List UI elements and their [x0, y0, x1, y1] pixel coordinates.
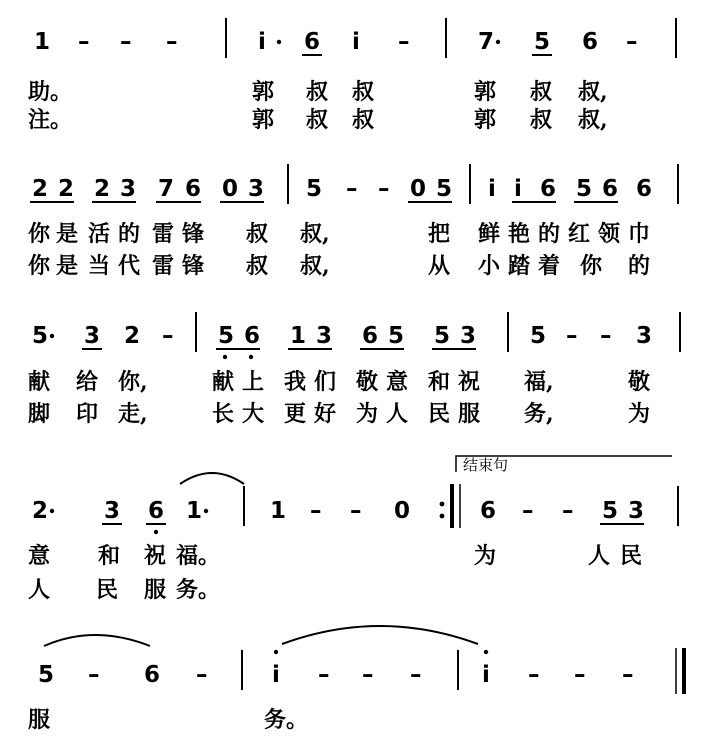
dash: – [162, 323, 174, 349]
lyric: 巾 [628, 221, 651, 247]
lyric: 长 [212, 401, 235, 427]
lyric: 福, [524, 369, 554, 395]
note: 5 [530, 323, 547, 349]
note: 5 [434, 323, 451, 349]
note: 3 [316, 323, 333, 349]
lyric: 叔 [246, 253, 269, 279]
lyric: 叔, [300, 221, 330, 247]
lyric: 叔 [352, 79, 375, 105]
note: 2 [32, 498, 49, 524]
lyric: 走, [118, 401, 148, 427]
lyric: 上 [242, 369, 265, 395]
note: 2 [58, 176, 75, 202]
note: 1 [186, 498, 203, 524]
lyric: 意 [386, 369, 409, 395]
dash: – [522, 498, 534, 524]
dot-above [484, 650, 488, 654]
lyric: 红 [568, 221, 591, 247]
note: 6 [582, 29, 599, 55]
lyric: 大 [242, 401, 265, 427]
lyric: 更 [284, 401, 307, 427]
lyric: 民 [428, 401, 451, 427]
dash: – [350, 498, 362, 524]
lyric: 从 [428, 253, 451, 279]
dash: – [318, 662, 330, 688]
lyric: 是 [56, 221, 79, 247]
note: 5 [388, 323, 405, 349]
note: 6 [602, 176, 619, 202]
lyric: 的 [628, 253, 651, 279]
note: 6 [636, 176, 653, 202]
note: i [258, 29, 266, 55]
dash: – [626, 29, 638, 55]
lyric: 代 [118, 253, 141, 279]
lyric: 注。 [28, 107, 73, 133]
dash: – [574, 662, 586, 688]
dash: – [120, 29, 132, 55]
lyric: 献 [212, 369, 235, 395]
lyric: 服 [144, 577, 167, 603]
dot [496, 40, 500, 44]
lyric: 踏 [508, 253, 531, 279]
lyric: 叔, [578, 107, 608, 133]
lyric: 祝 [458, 369, 481, 395]
tie-arc [180, 473, 244, 484]
dash: – [566, 323, 578, 349]
system-1 [34, 18, 676, 58]
lyric: 鲜 [478, 221, 501, 247]
lyric: 锋 [182, 221, 205, 247]
lyric: 人 [588, 543, 611, 569]
note: i [272, 662, 280, 688]
lyric: 给 [76, 369, 99, 395]
note: 3 [104, 498, 121, 524]
note: 5 [576, 176, 593, 202]
note: 7 [158, 176, 175, 202]
dash: – [600, 323, 612, 349]
note: 3 [84, 323, 101, 349]
note: 5 [38, 662, 55, 688]
note: i [352, 29, 360, 55]
lyric: 为 [628, 401, 651, 427]
system-2 [30, 164, 678, 204]
lyric: 敬 [628, 369, 651, 395]
lyric: 为 [356, 401, 379, 427]
lyric: 叔, [578, 79, 608, 105]
lyric: 活 [88, 221, 111, 247]
dot-above [274, 650, 278, 654]
lyric: 叔 [530, 107, 553, 133]
note: 6 [362, 323, 379, 349]
note: 6 [144, 662, 161, 688]
lyric: 敬 [356, 369, 379, 395]
lyric: 你 [28, 253, 51, 279]
dash: – [88, 662, 100, 688]
lyric: 雷 [152, 221, 175, 247]
note: 5 [436, 176, 453, 202]
lyric: 福。 [176, 543, 221, 569]
lyric: 郭 [252, 107, 275, 133]
note: 6 [304, 29, 321, 55]
dot [50, 334, 54, 338]
note: 1 [34, 29, 51, 55]
note: i [482, 662, 490, 688]
dot-below [223, 355, 227, 359]
system-5 [38, 626, 684, 694]
dot-below [249, 355, 253, 359]
lyric: 叔 [530, 79, 553, 105]
note: i [488, 176, 496, 202]
lyric: 的 [538, 221, 561, 247]
note: 6 [540, 176, 557, 202]
lyric: 锋 [182, 253, 205, 279]
lyric: 民 [620, 543, 643, 569]
lyric: 叔 [306, 79, 329, 105]
dot-below [154, 530, 158, 534]
dash: – [78, 29, 90, 55]
note: 2 [32, 176, 49, 202]
dash: – [562, 498, 574, 524]
note: 0 [410, 176, 427, 202]
lyric: 叔, [300, 253, 330, 279]
lyric: 和 [428, 369, 451, 395]
dash: – [398, 29, 410, 55]
dot [50, 509, 54, 513]
lyric: 务。 [264, 707, 309, 733]
ending-label: 结束句 [463, 456, 509, 474]
lyric: 意 [28, 543, 51, 569]
lyric: 为 [474, 543, 497, 569]
dash: – [166, 29, 178, 55]
lyric: 我 [284, 369, 307, 395]
note: 0 [394, 498, 411, 524]
note: 6 [244, 323, 261, 349]
lyric: 的 [118, 221, 141, 247]
lyric: 务。 [176, 577, 221, 603]
lyric: 你 [28, 221, 51, 247]
note: 5 [218, 323, 235, 349]
lyric: 叔 [246, 221, 269, 247]
dash: – [528, 662, 540, 688]
lyric: 当 [88, 253, 111, 279]
lyric: 雷 [152, 253, 175, 279]
lyric: 领 [598, 221, 621, 247]
dash: – [622, 662, 634, 688]
note: 6 [185, 176, 202, 202]
repeat-dot [440, 514, 445, 519]
note: 3 [628, 498, 645, 524]
dot [204, 509, 208, 513]
repeat-dot [440, 502, 445, 507]
dash: – [362, 662, 374, 688]
lyric: 艳 [508, 221, 531, 247]
note: 6 [148, 498, 165, 524]
note: 7 [478, 29, 495, 55]
dash: – [346, 176, 358, 202]
lyric: 人 [28, 577, 51, 603]
note: 3 [460, 323, 477, 349]
note: 2 [94, 176, 111, 202]
lyric: 人 [386, 401, 409, 427]
lyric: 民 [96, 577, 119, 603]
note: 3 [120, 176, 137, 202]
lyric: 你 [580, 253, 603, 279]
tie-arc [44, 635, 150, 646]
lyric: 着 [538, 253, 561, 279]
lyric: 好 [314, 401, 337, 427]
lyric: 献 [28, 369, 51, 395]
lyric: 服 [28, 707, 51, 733]
lyric: 郭 [474, 79, 497, 105]
lyric: 叔 [352, 107, 375, 133]
lyric: 印 [76, 401, 99, 427]
lyric: 脚 [28, 401, 51, 427]
note: 1 [270, 498, 287, 524]
note: 5 [32, 323, 49, 349]
lyric: 郭 [474, 107, 497, 133]
note: 5 [306, 176, 323, 202]
note: 3 [636, 323, 653, 349]
note: 6 [480, 498, 497, 524]
note: 5 [602, 498, 619, 524]
dash: – [410, 662, 422, 688]
dash: – [378, 176, 390, 202]
tie-arc [282, 626, 478, 644]
lyric: 郭 [252, 79, 275, 105]
note: 5 [534, 29, 551, 55]
lyric: 和 [98, 543, 121, 569]
lyric: 是 [56, 253, 79, 279]
note: 1 [290, 323, 307, 349]
note: 2 [124, 323, 141, 349]
lyric: 服 [458, 401, 481, 427]
note: i [514, 176, 522, 202]
note: 3 [248, 176, 265, 202]
note: 0 [222, 176, 239, 202]
dot [277, 40, 281, 44]
lyric: 务, [524, 401, 554, 427]
system-4 [32, 456, 678, 534]
lyric: 们 [314, 369, 337, 395]
lyric: 叔 [306, 107, 329, 133]
dash: – [196, 662, 208, 688]
lyric: 你, [118, 369, 148, 395]
lyric: 祝 [144, 543, 167, 569]
lyric: 把 [428, 221, 451, 247]
dash: – [310, 498, 322, 524]
lyric: 小 [478, 253, 501, 279]
lyric: 助。 [28, 79, 73, 105]
system-3 [32, 312, 680, 359]
